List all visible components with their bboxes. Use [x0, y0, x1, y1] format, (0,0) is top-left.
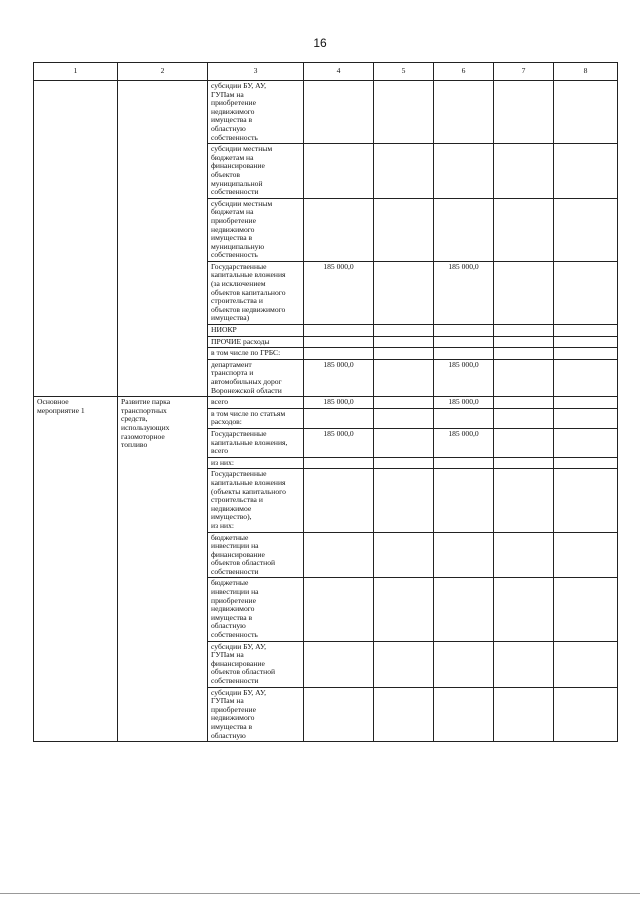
cell-col8 — [554, 641, 618, 687]
cell-col7 — [494, 144, 554, 199]
cell-col6: 185 000,0 — [434, 261, 494, 324]
cell-expense-type: бюджетные инвестиции на финансирование объектов областной собственности — [208, 532, 304, 578]
cell-col6 — [434, 408, 494, 428]
cell-col5 — [374, 428, 434, 457]
cell-expense-type: в том числе по статьям расходов: — [208, 408, 304, 428]
column-header: 1 — [34, 63, 118, 81]
cell-col4 — [304, 336, 374, 348]
cell-col4: 185 000,0 — [304, 359, 374, 396]
cell-col4: 185 000,0 — [304, 397, 374, 409]
cell-col5 — [374, 144, 434, 199]
cell-col7 — [494, 578, 554, 641]
table-row — [34, 81, 618, 144]
table-header-row — [34, 63, 618, 81]
column-header: 3 — [208, 63, 304, 81]
cell-col5 — [374, 348, 434, 360]
cell-col5 — [374, 397, 434, 409]
cell-col6 — [434, 532, 494, 578]
cell-col4 — [304, 469, 374, 532]
cell-col5 — [374, 687, 434, 742]
cell-expense-type: субсидии местным бюджетам на финансирование объектов муниципальной собственности — [208, 144, 304, 199]
cell-col5 — [374, 469, 434, 532]
cell-col5 — [374, 261, 434, 324]
cell-col4 — [304, 687, 374, 742]
cell-col6: 185 000,0 — [434, 359, 494, 396]
cell-col8 — [554, 325, 618, 337]
cell-col7 — [494, 397, 554, 409]
cell-col4 — [304, 457, 374, 469]
table-row — [34, 397, 618, 409]
cell-col7 — [494, 198, 554, 261]
cell-expense-type: субсидии БУ, АУ, ГУПам на приобретение недвижимого имущества в областную — [208, 687, 304, 742]
cell-col5 — [374, 336, 434, 348]
cell-col4: 185 000,0 — [304, 428, 374, 457]
cell-expense-type: субсидии местным бюджетам на приобретение недвижимого имущества в муниципальную собственность — [208, 198, 304, 261]
cell-col5 — [374, 81, 434, 144]
cell-col7 — [494, 687, 554, 742]
cell-col8 — [554, 687, 618, 742]
column-header: 8 — [554, 63, 618, 81]
cell-col1 — [34, 81, 118, 397]
cell-col5 — [374, 532, 434, 578]
cell-col6: 185 000,0 — [434, 428, 494, 457]
cell-col8 — [554, 144, 618, 199]
cell-col7 — [494, 469, 554, 532]
column-header: 6 — [434, 63, 494, 81]
page-number: 16 — [313, 36, 327, 50]
cell-col6 — [434, 198, 494, 261]
cell-col7 — [494, 408, 554, 428]
cell-col5 — [374, 198, 434, 261]
cell-col8 — [554, 81, 618, 144]
cell-expense-type: из них: — [208, 457, 304, 469]
page-bottom-rule — [0, 893, 640, 894]
cell-activity-description: Развитие парка транспортных средств, использующих газомоторное топливо — [118, 397, 208, 742]
cell-col7 — [494, 428, 554, 457]
cell-expense-type: департамент транспорта и автомобильных дорог Воронежской области — [208, 359, 304, 396]
cell-col8 — [554, 532, 618, 578]
cell-expense-type: всего — [208, 397, 304, 409]
cell-expense-type: в том числе по ГРБС: — [208, 348, 304, 360]
cell-col8 — [554, 408, 618, 428]
cell-col5 — [374, 325, 434, 337]
column-header: 4 — [304, 63, 374, 81]
cell-col8 — [554, 261, 618, 324]
cell-col4 — [304, 641, 374, 687]
column-header: 2 — [118, 63, 208, 81]
cell-col6 — [434, 336, 494, 348]
cell-col6 — [434, 687, 494, 742]
cell-col4: 185 000,0 — [304, 261, 374, 324]
cell-col4 — [304, 81, 374, 144]
cell-col5 — [374, 408, 434, 428]
cell-col5 — [374, 641, 434, 687]
cell-expense-type: НИОКР — [208, 325, 304, 337]
cell-col4 — [304, 532, 374, 578]
cell-activity-name: Основное мероприятие 1 — [34, 397, 118, 742]
cell-col7 — [494, 336, 554, 348]
cell-col6: 185 000,0 — [434, 397, 494, 409]
cell-col7 — [494, 81, 554, 144]
cell-expense-type: субсидии БУ, АУ, ГУПам на приобретение недвижимого имущества в областную собственность — [208, 81, 304, 144]
cell-col4 — [304, 348, 374, 360]
cell-col4 — [304, 408, 374, 428]
budget-table — [33, 62, 618, 742]
cell-expense-type: Государственные капитальные вложения (объекты капитального строительства и недвижимое имущество), из них: — [208, 469, 304, 532]
cell-col8 — [554, 397, 618, 409]
cell-col7 — [494, 261, 554, 324]
cell-col4 — [304, 198, 374, 261]
cell-col8 — [554, 428, 618, 457]
cell-col6 — [434, 144, 494, 199]
cell-col6 — [434, 348, 494, 360]
cell-col7 — [494, 532, 554, 578]
column-header: 7 — [494, 63, 554, 81]
cell-col8 — [554, 469, 618, 532]
cell-col8 — [554, 578, 618, 641]
cell-col8 — [554, 336, 618, 348]
column-header: 5 — [374, 63, 434, 81]
cell-expense-type: бюджетные инвестиции на приобретение недвижимого имущества в областную собственность — [208, 578, 304, 641]
cell-col6 — [434, 457, 494, 469]
cell-col8 — [554, 457, 618, 469]
cell-col5 — [374, 457, 434, 469]
cell-col6 — [434, 81, 494, 144]
cell-col7 — [494, 359, 554, 396]
cell-col7 — [494, 641, 554, 687]
cell-col4 — [304, 578, 374, 641]
cell-col7 — [494, 348, 554, 360]
cell-col6 — [434, 325, 494, 337]
cell-expense-type: ПРОЧИЕ расходы — [208, 336, 304, 348]
cell-col8 — [554, 348, 618, 360]
cell-col7 — [494, 325, 554, 337]
cell-col7 — [494, 457, 554, 469]
cell-col8 — [554, 359, 618, 396]
cell-col6 — [434, 469, 494, 532]
cell-expense-type: Государственные капитальные вложения (за исключением объектов капитального строительства и объектов недвижимого имущества) — [208, 261, 304, 324]
cell-col4 — [304, 144, 374, 199]
cell-col4 — [304, 325, 374, 337]
cell-col5 — [374, 359, 434, 396]
cell-col6 — [434, 578, 494, 641]
cell-col8 — [554, 198, 618, 261]
cell-col2 — [118, 81, 208, 397]
cell-expense-type: Государственные капитальные вложения, всего — [208, 428, 304, 457]
cell-col5 — [374, 578, 434, 641]
cell-col6 — [434, 641, 494, 687]
cell-expense-type: субсидии БУ, АУ, ГУПам на финансирование объектов областной собственности — [208, 641, 304, 687]
